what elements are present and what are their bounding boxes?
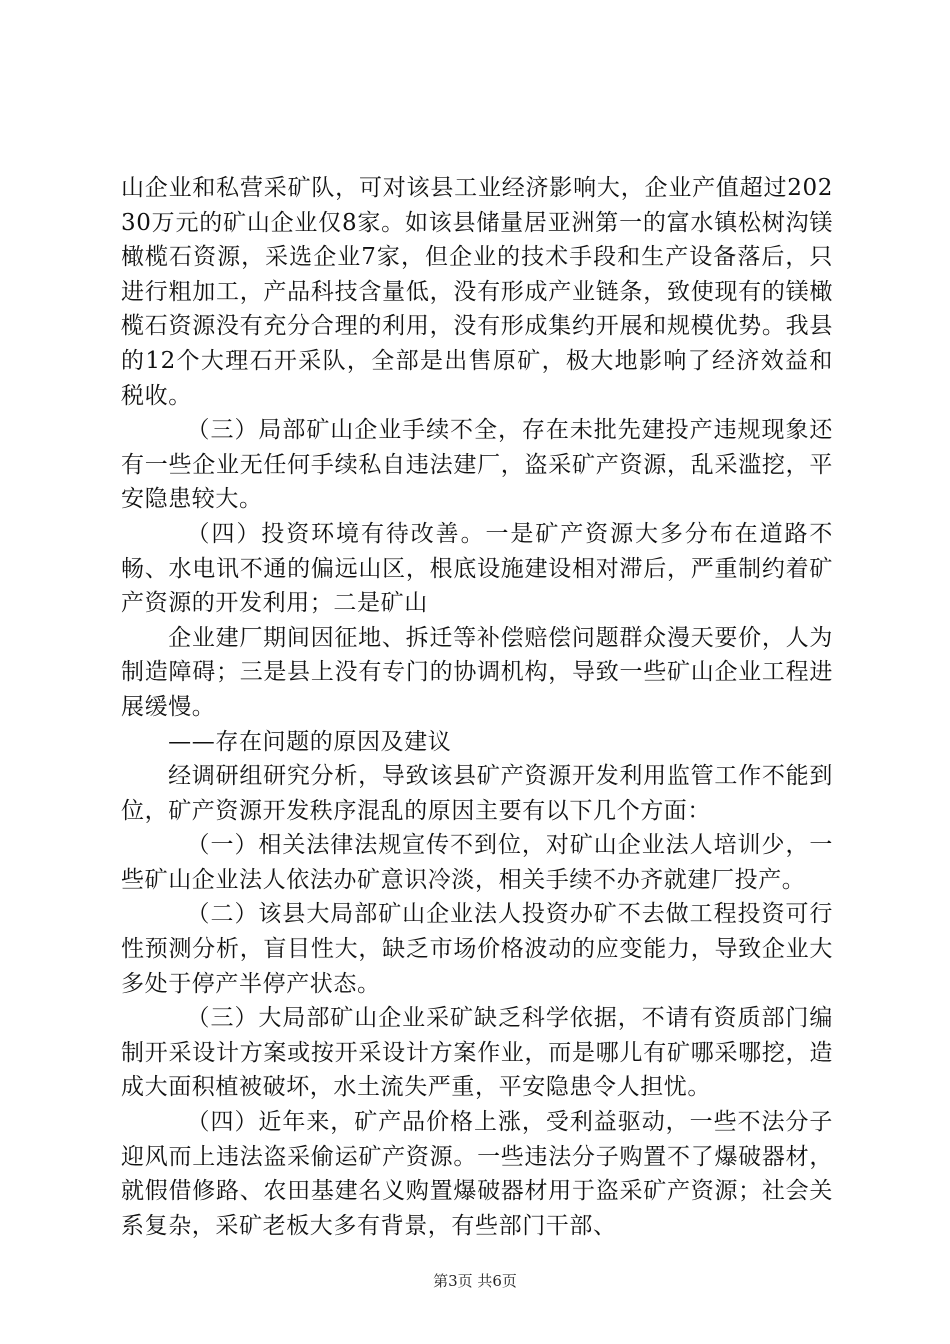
paragraph-continued: 山企业和私营采矿队，可对该县工业经济影响大，企业产值超过20230万元的矿山企业仅8家。如该县储量居亚洲第一的富水镇松树沟镁橄榄石资源，采选企业7家，但企业的技术手段和生产设备落后，只进行粗加工，产品科技含量低，没有形成产业链条，致使现有的镁橄榄石资源没有充分合理的利用，没有形成集约开展和规模优势。我县的12个大理石开采队，全部是出售原矿，极大地影响了经济效益和税收。 bbox=[121, 175, 833, 409]
paragraph-section-four-continued: 企业建厂期间因征地、拆迁等补偿赔偿问题群众漫天要价，人为制造障碍；三是县上没有专门的协调机构，导致一些矿山企业工程进展缓慢。 bbox=[121, 624, 833, 720]
paragraph-cause-three: （三）大局部矿山企业采矿缺乏科学依据，不请有资质部门编制开采设计方案或按开采设计方案作业，而是哪儿有矿哪采哪挖，造成大面积植被破坏，水土流失严重，平安隐患令人担忧。 bbox=[121, 1005, 833, 1101]
paragraph-section-three: （三）局部矿山企业手续不全，存在未批先建投产违规现象还有一些企业无任何手续私自违法建厂，盗采矿产资源，乱采滥挖，平安隐患较大。 bbox=[121, 417, 833, 513]
paragraph-section-four: （四）投资环境有待改善。一是矿产资源大多分布在道路不畅、水电讯不通的偏远山区，根底设施建设相对滞后，严重制约着矿产资源的开发利用；二是矿山 bbox=[121, 520, 833, 617]
document-body bbox=[121, 171, 833, 1243]
paragraph-cause-one: （一）相关法律法规宣传不到位，对矿山企业法人培训少，一些矿山企业法人依法办矿意识冷淡，相关手续不办齐就建厂投产。 bbox=[121, 832, 833, 893]
section-heading: ——存在问题的原因及建议 bbox=[168, 728, 452, 755]
page-footer: 第3页 共6页 bbox=[433, 1272, 517, 1290]
paragraph-cause-four: （四）近年来，矿产品价格上涨，受利益驱动，一些不法分子迎风而上违法盗采偷运矿产资源。一些违法分子购置不了爆破器材，就假借修路、农田基建名义购置爆破器材用于盗采矿产资源；社会关系复杂，采矿老板大多有背景，有些部门干部、 bbox=[121, 1109, 833, 1239]
paragraph-analysis: 经调研组研究分析，导致该县矿产资源开发利用监管工作不能到位，矿产资源开发秩序混乱的原因主要有以下几个方面： bbox=[121, 763, 833, 824]
paragraph-cause-two: （二）该县大局部矿山企业法人投资办矿不去做工程投资可行性预测分析，盲目性大，缺乏市场价格波动的应变能力，导致企业大多处于停产半停产状态。 bbox=[121, 901, 833, 997]
